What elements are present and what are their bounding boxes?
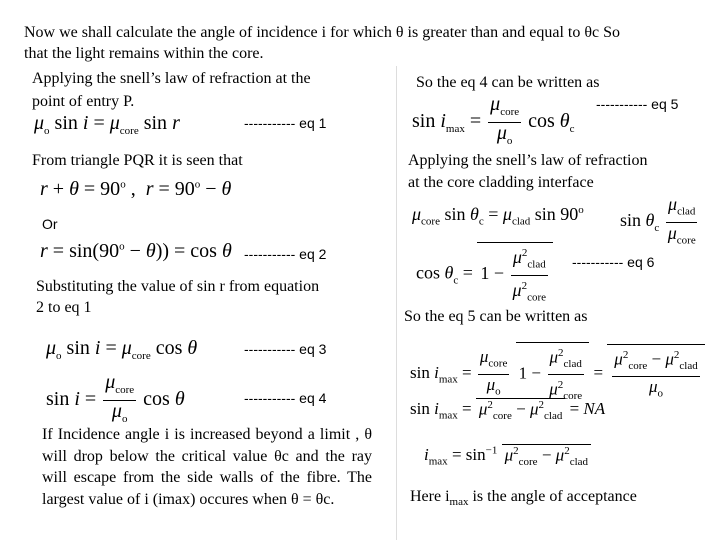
acceptance-sub: max [449,496,469,509]
sin-critical-equation: $\sin \theta_c$ $\frac{\mu_{clad}}{\mu_{core}}$ [620,194,696,247]
intro-line-1: Now we shall calculate the angle of incidence i for which θ is greater than and equal to θc So [24,24,620,41]
equation-5: $\sin i_{max}$ = $\frac{\mu_{core}}{\mu_o}$ $\cos \theta_c$ [412,93,575,147]
eq4-rewrite-text: So the eq 4 can be written as [416,74,600,91]
sin-imax-expanded: $\sin i_{max}$ = $\frac{\mu_{core}}{\mu_o}$ 1 − $\frac{\mu^2_{clad}}{\mu^2_{core}}$ = $\frac{\mu^2_{core} - \mu^2_{clad}}{\mu_o}$ [410,342,705,406]
equation-4: sin i = $\frac{\mu_{core}}{\mu_o}$ cos θ [46,371,185,425]
snell-entry-line-1: Applying the snell’s law of refraction at the [32,70,311,87]
column-divider [396,66,397,540]
cladding-equation: $\mu_{core}$ $\sin \theta_c = \mu_{clad}$ sin 90$^o$ [412,204,584,228]
equation-3: $\mu_o$ $\sin i = \mu_{core}$ cos θ [46,337,198,362]
incidence-paragraph: If Incidence angle i is increased beyond a limit , θ will drop below the critical value θc and the ray will escape from the side walls of the fibre. The largest value of i (imax) occures when θ = θc. [42,426,372,508]
triangle-text: From triangle PQR it is seen that [32,152,243,169]
eq4-label: ----------- eq 4 [244,390,327,406]
or-text: Or [42,216,58,232]
acceptance-suffix: is the angle of acceptance [468,488,637,505]
intro-line-2: that the light remains within the core. [24,45,264,62]
eq1-label: ----------- eq 1 [244,115,327,131]
acceptance-prefix: Here i [410,488,450,505]
eq6-label: ----------- eq 6 [572,254,655,270]
sin-imax-na: $\sin i_{max} = \mu^2_{core} - \mu^2_{clad}$ = NA [410,398,606,423]
na-label: NA [583,398,606,418]
substitute-line-2: 2 to eq 1 [36,299,92,316]
eq3-label: ----------- eq 3 [244,341,327,357]
equation-1: $\mu_o$ $\sin i = \mu_{core}$ sin r [34,112,180,137]
substitute-line-1: Substituting the value of sin r from equation [36,278,320,295]
triangle-equation: $r + \theta = 90^o$ , $r = 90^o - \theta$ [40,178,232,200]
eq2-label: ----------- eq 2 [244,246,327,262]
equation-6: $\cos \theta_c = 1$ − $\frac{\mu^2_{clad}}{\mu^2_{core}}$ [416,242,553,307]
snell-cladding-line-1: Applying the snell’s law of refraction [408,152,648,169]
imax-equation: $i_{max} = \sin^{-1} \mu^2_{core} - \mu^2_{clad}$ [424,444,591,468]
eq5-label: ----------- eq 5 [596,96,679,112]
snell-cladding-line-2: at the core cladding interface [408,174,594,191]
equation-2: $r = \sin(90^o - \theta)) = \cos \theta$ [40,240,232,262]
acceptance-angle-text [410,486,637,513]
snell-entry-line-2: point of entry P. [32,93,135,110]
eq5-rewrite-text: So the eq 5 can be written as [404,308,588,325]
